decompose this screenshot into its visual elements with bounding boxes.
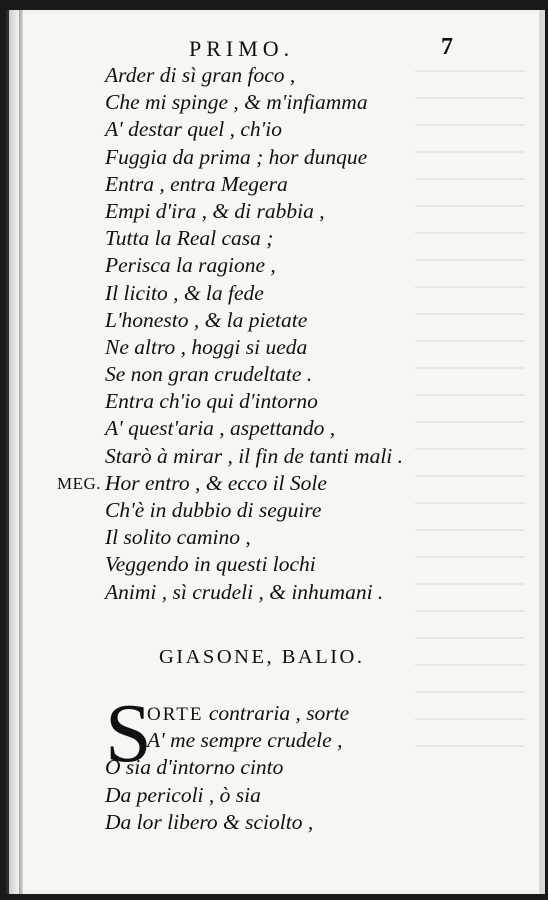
drop-cap: S — [105, 687, 152, 780]
verse-line — [105, 524, 525, 551]
scene-line — [105, 782, 525, 809]
running-head: PRIMO. — [189, 36, 295, 61]
verse-text: Tutta la Real casa ; — [105, 226, 274, 251]
verse-line — [105, 361, 525, 388]
verse-line — [105, 280, 525, 307]
verse-text: Arder di sì gran foco , — [105, 63, 296, 87]
verse-text: Il licito , & la fede — [105, 280, 264, 305]
verse-line — [105, 198, 525, 225]
scene-line — [105, 754, 525, 781]
book-page — [6, 10, 545, 894]
verse-text: Entra ch'io qui d'intorno — [105, 389, 318, 414]
scene-line — [105, 700, 525, 727]
verse-text: Entra , entra Megera — [105, 171, 288, 196]
verse-line — [105, 89, 525, 116]
page-binding-shadow — [19, 10, 23, 894]
scene-text: O sia d'intorno cinto — [105, 755, 284, 780]
verse-text: Starò à mirar , il fin de tanti mali . — [105, 443, 404, 468]
verse-text: A' quest'aria , aspettando , — [105, 416, 336, 441]
verse-text: A' destar quel , ch'io — [105, 117, 282, 142]
scene-text: Da lor libero & sciolto , — [105, 809, 314, 834]
verse-line — [57, 470, 525, 497]
scene-text: Da pericoli , ò sia — [105, 782, 261, 807]
scene-line — [105, 809, 525, 836]
verse-line — [105, 252, 525, 279]
verse-line — [105, 171, 525, 198]
verse-line — [105, 388, 525, 415]
verse-line — [105, 415, 525, 442]
verse-line — [105, 307, 525, 334]
verse-line — [105, 497, 525, 524]
scene-text: A' me sempre crudele , — [147, 728, 343, 753]
verse-text: Ch'è in dubbio di seguire — [105, 498, 322, 522]
page-number: 7 — [441, 34, 453, 60]
verse-line — [105, 62, 525, 89]
verse-line — [105, 144, 525, 171]
verse-line — [105, 579, 525, 606]
verse-line — [105, 334, 525, 361]
scene-line — [105, 727, 525, 754]
scene-block — [105, 687, 525, 836]
first-word: ORTE — [147, 704, 204, 725]
scene-heading: GIASONE, BALIO. — [159, 646, 365, 668]
verse-line — [105, 551, 525, 578]
verse-text: Ne altro , hoggi si ueda — [105, 334, 308, 359]
verse-block — [57, 62, 525, 606]
scene-text: contraria , sorte — [208, 701, 350, 725]
verse-text: Hor entro , & ecco il Sole — [105, 470, 327, 495]
verse-line — [105, 116, 525, 143]
verse-text: L'honesto , & la pietate — [105, 307, 308, 332]
verse-text: Il solito camino , — [105, 525, 251, 550]
verse-text: Perisca la ragione , — [105, 253, 276, 278]
verse-text: Se non gran crudeltate . — [105, 362, 313, 387]
verse-text: Animi , sì crudeli , & inhumani . — [105, 579, 384, 604]
verse-line — [105, 225, 525, 252]
verse-text: Empi d'ira , & di rabbia , — [105, 198, 325, 223]
page-edge — [539, 10, 545, 894]
verse-text: Che mi spinge , & m'infiamma — [105, 90, 368, 115]
verse-line — [105, 443, 525, 470]
speaker-label: MEG. — [57, 473, 102, 493]
verse-text: Fuggia da prima ; hor dunque — [105, 144, 368, 169]
verse-text: Veggendo in questi lochi — [105, 552, 316, 577]
